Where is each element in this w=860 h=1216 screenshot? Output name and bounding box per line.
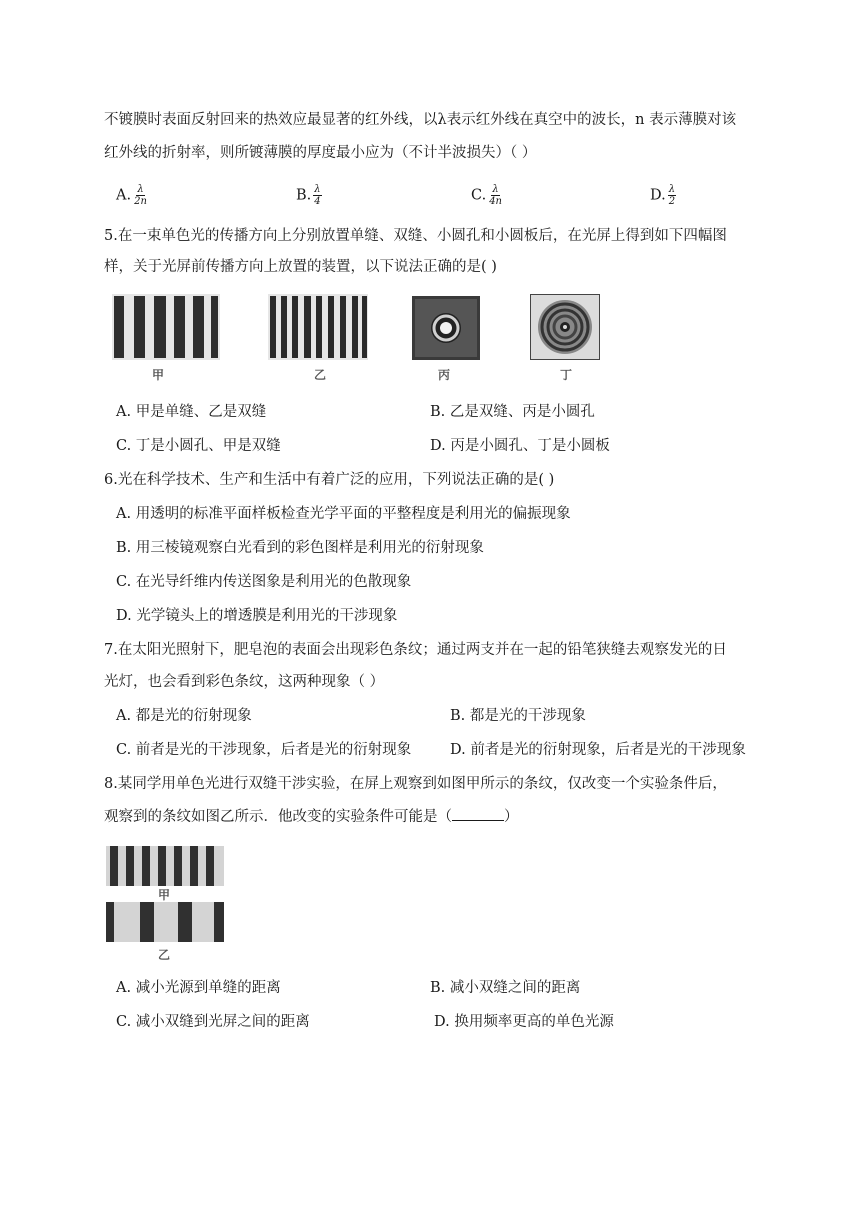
option-label: C. <box>471 187 487 204</box>
q5-option-b: B. 乙是双缝、丙是小圆孔 <box>430 404 595 420</box>
intro-option-c <box>471 184 503 207</box>
figure-caption-yi: 乙 <box>314 368 327 382</box>
fraction: $\frac{\lambda}{2}$ <box>668 184 676 207</box>
q7-line-2: 光灯，也会看到彩色条纹，这两种现象（ ） <box>104 674 385 690</box>
figure-caption-bing: 丙 <box>438 368 451 382</box>
intro-line-1: 不镀膜时表面反射回来的热效应最显著的红外线，以λ表示红外线在真空中的波长，n 表示薄膜对该 <box>104 112 737 128</box>
intro-option-b <box>296 184 322 207</box>
intro-line-2: 红外线的折射率，则所镀薄膜的厚度最小应为（不计半波损失）（ ） <box>104 145 537 161</box>
answer-blank <box>452 806 504 821</box>
q7-line-1: 7.在太阳光照射下，肥皂泡的表面会出现彩色条纹；通过两支并在一起的铅笔狭缝去观察发光的日 <box>104 642 727 658</box>
q5-line-1: 5.在一束单色光的传播方向上分别放置单缝、双缝、小圆孔和小圆板后，在光屏上得到如下四幅图 <box>104 228 727 244</box>
round-plate-pattern-image <box>530 294 600 360</box>
figure-caption-yi-8: 乙 <box>158 948 171 962</box>
q7-option-d: D. 前者是光的衍射现象，后者是光的干涉现象 <box>450 742 746 758</box>
q5-option-c: C. 丁是小圆孔、甲是双缝 <box>116 438 281 454</box>
double-slit-pattern-image <box>268 294 368 360</box>
q6-option-b: B. 用三棱镜观察白光看到的彩色图样是利用光的衍射现象 <box>116 540 484 556</box>
option-label: D. <box>650 187 666 204</box>
q8-option-d: D. 换用频率更高的单色光源 <box>434 1014 614 1030</box>
fraction: $\frac{\lambda}{4}$ <box>314 184 321 207</box>
q6-option-a: A. 用透明的标准平面样板检查光学平面的平整程度是利用光的偏振现象 <box>116 506 571 522</box>
option-label: A. <box>116 187 132 204</box>
q7-option-b: B. 都是光的干涉现象 <box>450 708 586 724</box>
round-hole-pattern-image <box>412 296 480 360</box>
q8-option-c: C. 减小双缝到光屏之间的距离 <box>116 1014 310 1030</box>
q7-option-c: C. 前者是光的干涉现象，后者是光的衍射现象 <box>116 742 412 758</box>
fraction: $\frac{\lambda}{4n}$ <box>489 184 502 207</box>
q5-option-a: A. 甲是单缝、乙是双缝 <box>116 404 267 420</box>
figure-caption-jia-8: 甲 <box>158 888 171 902</box>
q7-option-a: A. 都是光的衍射现象 <box>116 708 252 724</box>
q6-line-1: 6.光在科学技术、生产和生活中有着广泛的应用，下列说法正确的是( ) <box>104 472 555 488</box>
single-slit-pattern-image <box>112 294 220 360</box>
figure-caption-jia: 甲 <box>152 368 165 382</box>
fringe-pattern-yi-image <box>106 902 224 942</box>
option-label: B. <box>296 187 312 204</box>
fringe-pattern-jia-image <box>106 846 224 886</box>
q8-option-b: B. 减小双缝之间的距离 <box>430 980 581 996</box>
fraction: $\frac{\lambda}{2n}$ <box>134 184 147 207</box>
q8-line-2-text: 观察到的条纹如图乙所示．他改变的实验条件可能是（ <box>104 809 452 825</box>
q8-line-2-end: ） <box>504 809 519 825</box>
q6-option-d: D. 光学镜头上的增透膜是利用光的干涉现象 <box>116 608 398 624</box>
q6-option-c: C. 在光导纤维内传送图象是利用光的色散现象 <box>116 574 412 590</box>
figure-caption-ding: 丁 <box>560 368 573 382</box>
q5-line-2: 样，关于光屏前传播方向上放置的装置，以下说法正确的是( ) <box>104 259 497 275</box>
intro-option-a <box>116 184 148 207</box>
q8-option-a: A. 减小光源到单缝的距离 <box>116 980 281 996</box>
q8-line-1: 8.某同学用单色光进行双缝干涉实验，在屏上观察到如图甲所示的条纹，仅改变一个实验条件后， <box>104 776 727 792</box>
intro-option-d <box>650 184 676 207</box>
q5-option-d: D. 丙是小圆孔、丁是小圆板 <box>430 438 610 454</box>
q8-line-2 <box>104 806 519 827</box>
